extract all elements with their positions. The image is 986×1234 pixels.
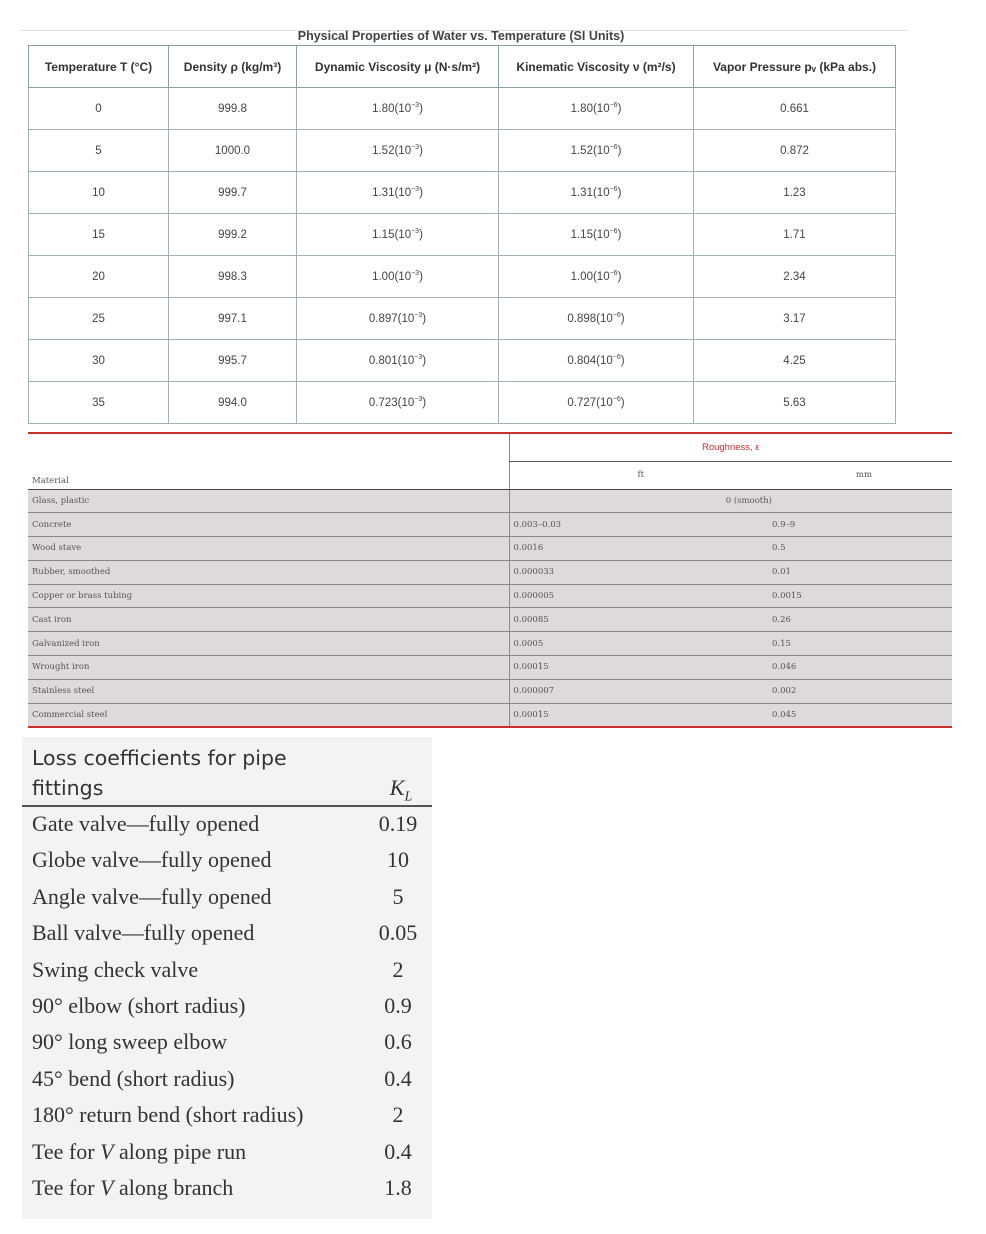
exponent: −6 <box>609 186 618 193</box>
dynamic-viscosity-cell <box>297 340 499 382</box>
density-cell: 1000.0 <box>169 130 297 172</box>
vapor-pressure-cell: 0.872 <box>694 130 896 172</box>
roughness-smooth-cell: 0 (smooth) <box>509 489 772 513</box>
exponent: −6 <box>612 312 621 319</box>
mm-header: mm <box>772 462 952 490</box>
material-cell: Cast iron <box>28 608 509 632</box>
header-temperature: Temperature T (°C) <box>29 46 169 88</box>
material-cell: Commercial steel <box>28 703 509 727</box>
roughness-ft-cell: 0.0005 <box>509 632 772 656</box>
dynamic-viscosity-cell <box>297 298 499 340</box>
density-cell: 997.1 <box>169 298 297 340</box>
dynamic-viscosity-cell <box>297 382 499 424</box>
roughness-row <box>28 656 952 680</box>
water-row <box>29 88 896 130</box>
vapor-pressure-cell: 5.63 <box>694 382 896 424</box>
dynamic-viscosity-cell <box>297 88 499 130</box>
roughness-mm-cell: 0.9–9 <box>772 513 952 537</box>
water-table-title: Physical Properties of Water vs. Temperature (SI Units) <box>297 29 625 43</box>
kinematic-viscosity-cell <box>499 298 694 340</box>
power-base: (10 <box>592 229 610 241</box>
power-base: (10 <box>397 397 415 409</box>
power-base: (10 <box>592 271 610 283</box>
power-base: (10 <box>592 187 610 199</box>
density-cell: 999.7 <box>169 172 297 214</box>
kinematic-viscosity-cell <box>499 172 694 214</box>
loss-coefficient-value: 2 <box>392 1102 404 1128</box>
loss-coefficients-panel <box>22 737 432 1219</box>
kinematic-viscosity-cell <box>499 88 694 130</box>
mantissa: 0.723 <box>368 397 398 409</box>
roughness-ft-cell: 0.00015 <box>509 656 772 680</box>
power-close: ) <box>419 271 423 283</box>
header-dynamic-viscosity: Dynamic Viscosity μ (N·s/m²) <box>297 46 499 88</box>
roughness-row <box>28 560 952 584</box>
mantissa: 1.80 <box>372 103 395 115</box>
loss-row <box>22 880 432 916</box>
material-cell: Concrete <box>28 513 509 537</box>
exponent: −3 <box>414 396 423 403</box>
fitting-label: Tee for V along branch <box>32 1174 234 1200</box>
density-cell: 994.0 <box>169 382 297 424</box>
loss-row <box>22 1135 432 1171</box>
roughness-units-row <box>28 462 952 490</box>
loss-coefficient-value: 10 <box>387 847 409 873</box>
power-base: (10 <box>596 397 613 409</box>
temperature-cell: 0 <box>29 88 169 130</box>
roughness-ft-cell: 0.00015 <box>509 703 772 727</box>
loss-coefficient-value: 0.4 <box>384 1138 412 1164</box>
water-header-row <box>29 46 896 88</box>
vapor-pressure-cell: 3.17 <box>694 298 896 340</box>
roughness-row <box>28 703 952 727</box>
roughness-header-row <box>28 433 952 462</box>
exponent: −3 <box>411 228 420 235</box>
fitting-label: Ball valve—fully opened <box>32 920 255 946</box>
vapor-pressure-cell: 0.661 <box>694 88 896 130</box>
mantissa: 0.727 <box>567 397 597 409</box>
power-base: (10 <box>596 313 613 325</box>
power-close: ) <box>422 355 427 367</box>
fitting-label: 180° return bend (short radius) <box>32 1102 304 1128</box>
exponent: −6 <box>609 144 618 151</box>
mantissa: 1.31 <box>570 187 593 199</box>
power-base: (10 <box>394 103 412 115</box>
material-cell: Galvanized iron <box>28 632 509 656</box>
roughness-mm-cell: 0.0015 <box>772 584 952 608</box>
roughness-row <box>28 679 952 703</box>
power-close: ) <box>419 103 423 115</box>
power-base: (10 <box>596 355 613 367</box>
density-cell: 995.7 <box>169 340 297 382</box>
power-close: ) <box>419 145 423 157</box>
loss-row <box>22 1098 432 1134</box>
vapor-pressure-cell: 2.34 <box>694 256 896 298</box>
roughness-header-blank <box>28 433 509 462</box>
roughness-row <box>28 632 952 656</box>
mantissa: 0.804 <box>567 355 597 367</box>
mantissa: 1.15 <box>372 229 395 241</box>
roughness-row <box>28 537 952 561</box>
roughness-mm-cell: 0.002 <box>772 679 952 703</box>
material-cell: Wood stave <box>28 537 509 561</box>
fitting-label: Tee for V along pipe run <box>32 1138 247 1164</box>
power-close: ) <box>617 271 622 283</box>
temperature-cell: 5 <box>29 130 169 172</box>
velocity-symbol: V <box>100 1138 114 1164</box>
loss-row <box>22 1025 432 1061</box>
kl-header <box>374 775 428 805</box>
kl-symbol: K <box>389 775 405 800</box>
mantissa: 1.52 <box>570 145 593 157</box>
power-close: ) <box>422 397 427 409</box>
water-row <box>29 214 896 256</box>
kinematic-viscosity-cell <box>499 130 694 172</box>
exponent: −3 <box>411 270 420 277</box>
exponent: −6 <box>612 396 621 403</box>
roughness-mm-cell <box>772 489 952 513</box>
fitting-label: Angle valve—fully opened <box>32 883 272 909</box>
loss-coefficient-value: 0.19 <box>378 811 418 836</box>
roughness-mm-cell: 0.01 <box>772 560 952 584</box>
exponent: −3 <box>411 102 420 109</box>
kinematic-viscosity-cell <box>499 382 694 424</box>
vapor-pressure-cell: 4.25 <box>694 340 896 382</box>
exponent: −3 <box>414 312 423 319</box>
material-cell: Copper or brass tubing <box>28 584 509 608</box>
power-base: (10 <box>397 313 415 325</box>
loss-coefficient-value: 5 <box>392 883 404 909</box>
exponent: −6 <box>612 354 621 361</box>
exponent: −3 <box>411 144 420 151</box>
density-cell: 999.8 <box>169 88 297 130</box>
loss-row <box>22 953 432 989</box>
material-cell: Wrought iron <box>28 656 509 680</box>
power-base: (10 <box>394 145 412 157</box>
roughness-table <box>28 432 952 728</box>
loss-row <box>22 989 432 1025</box>
kinematic-viscosity-cell <box>499 340 694 382</box>
roughness-ft-cell: 0.000005 <box>509 584 772 608</box>
power-base: (10 <box>394 229 412 241</box>
exponent: −6 <box>609 228 618 235</box>
mantissa: 1.00 <box>570 271 593 283</box>
material-cell: Rubber, smoothed <box>28 560 509 584</box>
water-row <box>29 130 896 172</box>
loss-row <box>22 843 432 879</box>
ft-header: ft <box>509 462 772 490</box>
roughness-row <box>28 584 952 608</box>
power-close: ) <box>419 229 423 241</box>
mantissa: 0.801 <box>368 355 398 367</box>
power-close: ) <box>419 187 423 199</box>
water-row <box>29 256 896 298</box>
density-cell: 999.2 <box>169 214 297 256</box>
density-cell: 998.3 <box>169 256 297 298</box>
roughness-mm-cell: 0.15 <box>772 632 952 656</box>
temperature-cell: 30 <box>29 340 169 382</box>
fitting-label: 90° elbow (short radius) <box>32 992 246 1018</box>
power-close: ) <box>422 313 427 325</box>
loss-row <box>22 1171 432 1207</box>
water-row <box>29 382 896 424</box>
loss-row <box>22 1062 432 1098</box>
exponent: −6 <box>609 270 618 277</box>
temperature-cell: 20 <box>29 256 169 298</box>
temperature-cell: 10 <box>29 172 169 214</box>
temperature-cell: 35 <box>29 382 169 424</box>
loss-coefficient-value: 1.8 <box>384 1174 412 1200</box>
fitting-label: Swing check valve <box>32 956 199 982</box>
roughness-ft-cell: 0.0016 <box>509 537 772 561</box>
exponent: −3 <box>411 186 420 193</box>
loss-row <box>22 916 432 952</box>
power-close: ) <box>617 229 622 241</box>
dynamic-viscosity-cell <box>297 172 499 214</box>
power-base: (10 <box>592 103 610 115</box>
power-close: ) <box>617 187 622 199</box>
roughness-row <box>28 608 952 632</box>
roughness-ft-cell: 0.000007 <box>509 679 772 703</box>
mantissa: 0.898 <box>567 313 597 325</box>
temperature-cell: 15 <box>29 214 169 256</box>
kinematic-viscosity-cell <box>499 214 694 256</box>
fitting-label: 45° bend (short radius) <box>32 1065 235 1091</box>
fitting-label: Globe valve—fully opened <box>32 847 272 873</box>
vapor-pressure-cell: 1.71 <box>694 214 896 256</box>
dynamic-viscosity-cell <box>297 214 499 256</box>
dynamic-viscosity-cell <box>297 130 499 172</box>
exponent: −3 <box>414 354 423 361</box>
material-cell: Glass, plastic <box>28 489 509 513</box>
fitting-label: 90° long sweep elbow <box>32 1029 228 1055</box>
water-properties-table <box>28 45 896 424</box>
vapor-pressure-cell: 1.23 <box>694 172 896 214</box>
kinematic-viscosity-cell <box>499 256 694 298</box>
power-base: (10 <box>394 187 412 199</box>
fitting-label: Gate valve—fully opened <box>32 811 260 836</box>
loss-coefficient-value: 0.05 <box>378 920 418 946</box>
roughness-mm-cell: 0.26 <box>772 608 952 632</box>
loss-coefficient-value: 0.9 <box>384 992 412 1018</box>
mantissa: 1.15 <box>570 229 593 241</box>
material-cell: Stainless steel <box>28 679 509 703</box>
water-row <box>29 172 896 214</box>
roughness-header: Roughness, ε <box>509 433 952 462</box>
mantissa: 1.52 <box>372 145 395 157</box>
loss-row <box>22 807 432 843</box>
mantissa: 1.00 <box>372 271 395 283</box>
header-vapor-pressure: Vapor Pressure pᵥ (kPa abs.) <box>694 46 896 88</box>
loss-table-title: Loss coefficients for pipe fittings <box>32 746 287 800</box>
roughness-ft-cell: 0.00085 <box>509 608 772 632</box>
roughness-ft-cell: 0.003–0.03 <box>509 513 772 537</box>
header-kinematic-viscosity: Kinematic Viscosity ν (m²/s) <box>499 46 694 88</box>
power-close: ) <box>620 313 625 325</box>
roughness-mm-cell: 0.5 <box>772 537 952 561</box>
power-base: (10 <box>592 145 610 157</box>
power-close: ) <box>617 103 622 115</box>
mantissa: 1.80 <box>570 103 593 115</box>
roughness-mm-cell: 0.045 <box>772 703 952 727</box>
water-row <box>29 298 896 340</box>
water-row <box>29 340 896 382</box>
power-base: (10 <box>394 271 412 283</box>
temperature-cell: 25 <box>29 298 169 340</box>
loss-coefficient-value: 0.4 <box>384 1065 412 1091</box>
power-base: (10 <box>397 355 415 367</box>
loss-coefficient-value: 2 <box>392 956 404 982</box>
power-close: ) <box>620 355 625 367</box>
roughness-row <box>28 489 952 513</box>
power-close: ) <box>620 397 625 409</box>
roughness-ft-cell: 0.000033 <box>509 560 772 584</box>
loss-coefficient-value: 0.6 <box>384 1029 412 1055</box>
mantissa: 0.897 <box>368 313 398 325</box>
material-header: Material <box>28 462 509 490</box>
header-density: Density ρ (kg/m³) <box>169 46 297 88</box>
exponent: −6 <box>609 102 618 109</box>
velocity-symbol: V <box>100 1174 114 1200</box>
roughness-mm-cell: 0.046 <box>772 656 952 680</box>
dynamic-viscosity-cell <box>297 256 499 298</box>
loss-rows <box>22 807 432 1207</box>
mantissa: 1.31 <box>372 187 395 199</box>
roughness-row <box>28 513 952 537</box>
power-close: ) <box>617 145 622 157</box>
kl-subscript: L <box>404 789 413 805</box>
